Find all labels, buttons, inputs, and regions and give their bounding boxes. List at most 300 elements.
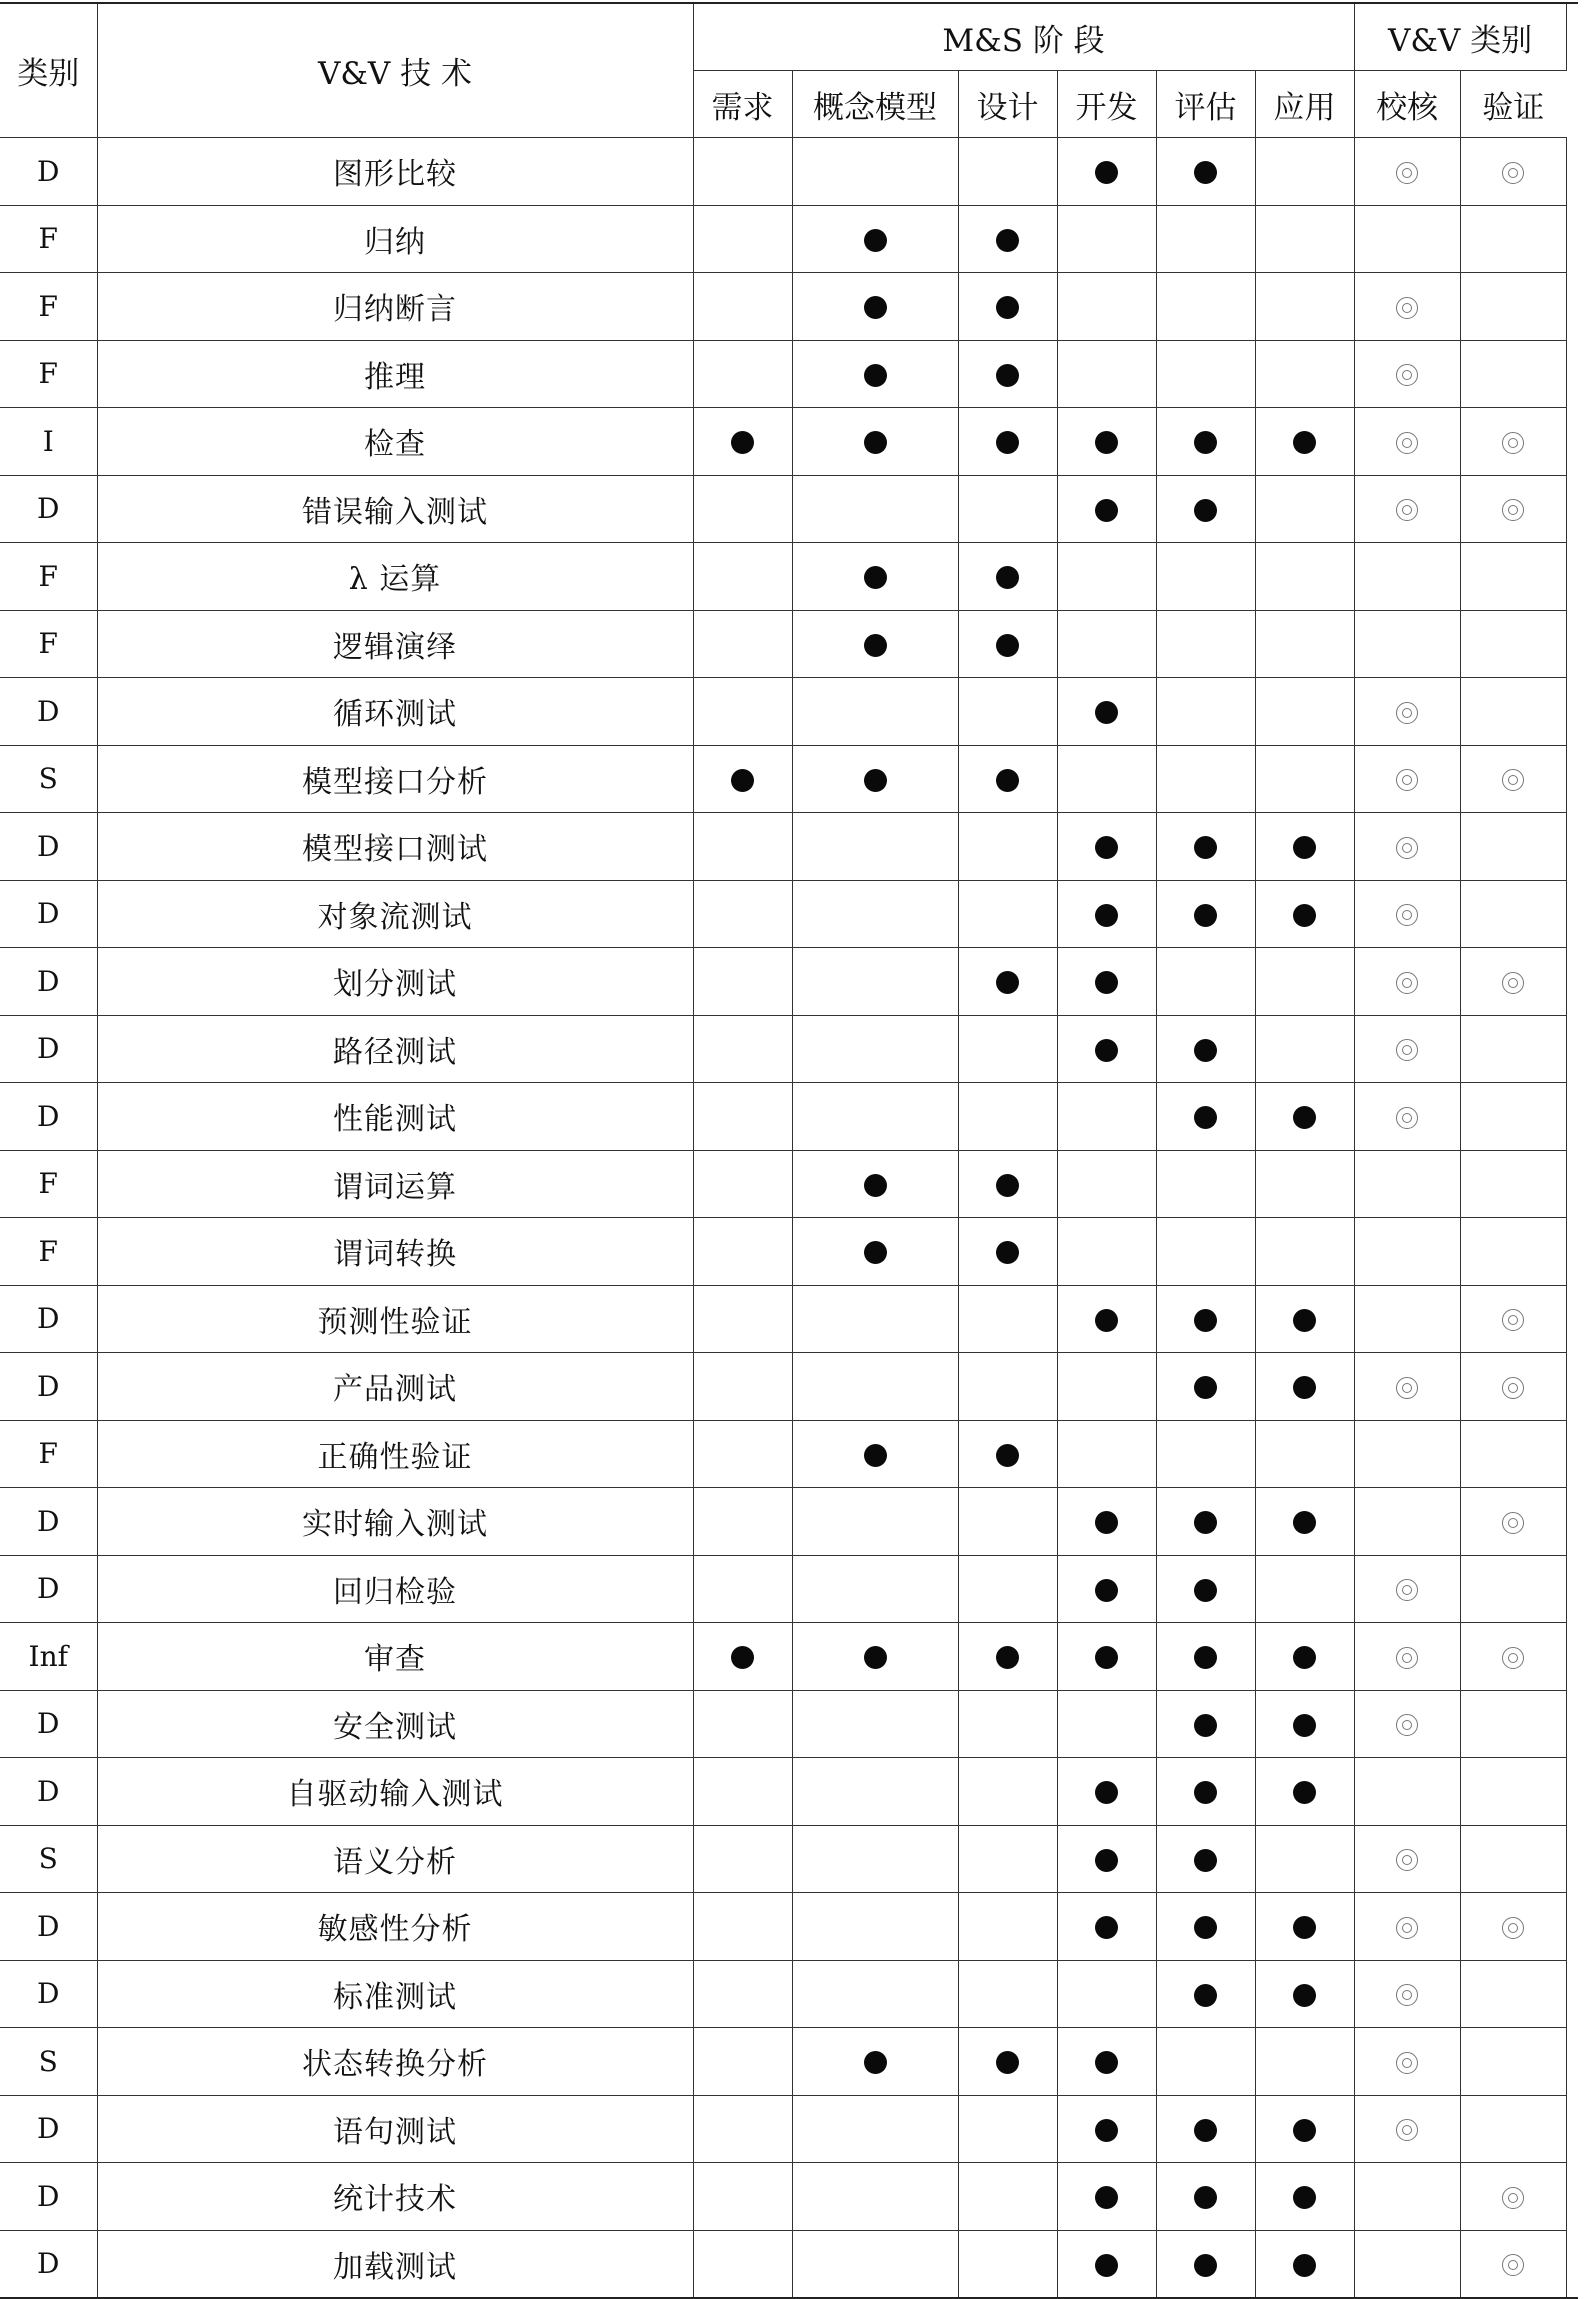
row-spacer <box>1566 1083 1578 1151</box>
phase-cell <box>792 340 958 408</box>
phase-cell <box>693 475 792 543</box>
phase-cell <box>693 273 792 341</box>
phase-cell <box>958 1285 1057 1353</box>
filled-dot-icon <box>864 1174 887 1197</box>
phase-cell <box>958 1150 1057 1218</box>
phase-cell <box>693 138 792 206</box>
table-row <box>0 1488 1578 1556</box>
double-circle-icon <box>1396 1917 1418 1939</box>
phase-cell <box>1057 273 1156 341</box>
row-spacer <box>1566 1690 1578 1758</box>
phase-cell <box>693 1150 792 1218</box>
phase-cell <box>1255 1420 1354 1488</box>
phase-cell <box>958 678 1057 746</box>
phase-cell <box>1057 1960 1156 2028</box>
phase-cell <box>1156 745 1255 813</box>
technique-cell: 正确性验证 <box>97 1420 693 1488</box>
vv-cell <box>1460 2095 1566 2163</box>
phase-cell <box>1255 2028 1354 2096</box>
filled-dot-icon <box>1293 1106 1316 1129</box>
filled-dot-icon <box>1293 1984 1316 2007</box>
phase-cell <box>693 1083 792 1151</box>
technique-cell: 实时输入测试 <box>97 1488 693 1556</box>
phase-cell <box>1156 205 1255 273</box>
phase-cell <box>1255 1015 1354 1083</box>
vv-cell <box>1354 2028 1460 2096</box>
row-spacer <box>1566 610 1578 678</box>
vv-cell <box>1460 880 1566 948</box>
filled-dot-icon <box>1194 1511 1217 1534</box>
phase-cell <box>1255 1623 1354 1691</box>
phase-cell <box>792 1488 958 1556</box>
header-vv-verification: 校核 <box>1354 71 1460 138</box>
double-circle-icon <box>1502 1309 1524 1331</box>
filled-dot-icon <box>1194 2119 1217 2142</box>
technique-cell: 自驱动输入测试 <box>97 1758 693 1826</box>
filled-dot-icon <box>1293 1781 1316 1804</box>
phase-cell <box>1255 475 1354 543</box>
phase-cell <box>958 205 1057 273</box>
phase-cell <box>1156 610 1255 678</box>
vv-cell <box>1460 138 1566 206</box>
vv-cell <box>1460 1420 1566 1488</box>
phase-cell <box>1057 2095 1156 2163</box>
table-row <box>0 1218 1578 1286</box>
phase-cell <box>1255 1893 1354 1961</box>
filled-dot-icon <box>1194 1849 1217 1872</box>
double-circle-icon <box>1396 1107 1418 1129</box>
double-circle-icon <box>1396 837 1418 859</box>
technique-cell: 逻辑演绎 <box>97 610 693 678</box>
phase-cell <box>693 1960 792 2028</box>
phase-cell <box>693 1758 792 1826</box>
technique-cell: 预测性验证 <box>97 1285 693 1353</box>
filled-dot-icon <box>1194 431 1217 454</box>
category-cell: D <box>0 880 97 948</box>
filled-dot-icon <box>996 1444 1019 1467</box>
phase-cell <box>1255 813 1354 881</box>
filled-dot-icon <box>1095 2051 1118 2074</box>
filled-dot-icon <box>864 296 887 319</box>
phase-cell <box>792 475 958 543</box>
category-cell: F <box>0 1420 97 1488</box>
vv-cell <box>1354 205 1460 273</box>
technique-cell: 统计技术 <box>97 2163 693 2231</box>
technique-cell: 归纳 <box>97 205 693 273</box>
category-cell: D <box>0 1285 97 1353</box>
phase-cell <box>1156 1893 1255 1961</box>
phase-cell <box>958 1488 1057 1556</box>
phase-cell <box>1255 1353 1354 1421</box>
phase-cell <box>792 813 958 881</box>
phase-cell <box>958 1083 1057 1151</box>
phase-cell <box>1057 745 1156 813</box>
technique-cell: 回归检验 <box>97 1555 693 1623</box>
filled-dot-icon <box>1293 1714 1316 1737</box>
phase-cell <box>693 1015 792 1083</box>
vv-cell <box>1354 1218 1460 1286</box>
phase-cell <box>1255 340 1354 408</box>
double-circle-icon <box>1396 904 1418 926</box>
category-cell: D <box>0 2095 97 2163</box>
filled-dot-icon <box>1095 1309 1118 1332</box>
double-circle-icon <box>1502 2187 1524 2209</box>
phase-cell <box>958 1420 1057 1488</box>
row-spacer <box>1566 880 1578 948</box>
row-spacer <box>1566 1825 1578 1893</box>
header-phase-application: 应用 <box>1255 71 1354 138</box>
vv-cell <box>1460 1623 1566 1691</box>
vv-cell <box>1460 1083 1566 1151</box>
technique-cell: 模型接口分析 <box>97 745 693 813</box>
category-cell: D <box>0 813 97 881</box>
phase-cell <box>792 678 958 746</box>
category-cell: D <box>0 1690 97 1758</box>
table-row <box>0 1555 1578 1623</box>
filled-dot-icon <box>1293 836 1316 859</box>
phase-cell <box>1057 2163 1156 2231</box>
filled-dot-icon <box>1194 1646 1217 1669</box>
phase-cell <box>958 475 1057 543</box>
row-spacer <box>1566 2095 1578 2163</box>
phase-cell <box>792 1555 958 1623</box>
vv-cell <box>1354 2230 1460 2298</box>
technique-cell: 推理 <box>97 340 693 408</box>
double-circle-icon <box>1396 1039 1418 1061</box>
phase-cell <box>693 1420 792 1488</box>
phase-cell <box>693 813 792 881</box>
table-row <box>0 745 1578 813</box>
phase-cell <box>1057 1150 1156 1218</box>
filled-dot-icon <box>864 1241 887 1264</box>
vv-cell <box>1354 1690 1460 1758</box>
phase-cell <box>1057 880 1156 948</box>
header-phase-requirements: 需求 <box>693 71 792 138</box>
table-row <box>0 1623 1578 1691</box>
category-cell: D <box>0 1015 97 1083</box>
phase-cell <box>792 2028 958 2096</box>
phase-cell <box>693 1893 792 1961</box>
phase-cell <box>1156 1960 1255 2028</box>
filled-dot-icon <box>1095 1579 1118 1602</box>
double-circle-icon <box>1396 1714 1418 1736</box>
phase-cell <box>1156 273 1255 341</box>
vv-cell <box>1354 1623 1460 1691</box>
table-row <box>0 2163 1578 2231</box>
technique-cell: 划分测试 <box>97 948 693 1016</box>
phase-cell <box>693 948 792 1016</box>
phase-cell <box>1057 1893 1156 1961</box>
table-row <box>0 880 1578 948</box>
phase-cell <box>693 1555 792 1623</box>
phase-cell <box>1255 745 1354 813</box>
table-row <box>0 543 1578 611</box>
filled-dot-icon <box>1194 499 1217 522</box>
phase-cell <box>958 610 1057 678</box>
filled-dot-icon <box>1095 431 1118 454</box>
phase-cell <box>693 610 792 678</box>
phase-cell <box>693 1690 792 1758</box>
phase-cell <box>958 2028 1057 2096</box>
table-row <box>0 2230 1578 2298</box>
row-spacer <box>1566 948 1578 1016</box>
row-spacer <box>1566 1150 1578 1218</box>
filled-dot-icon <box>1194 2186 1217 2209</box>
technique-cell: 模型接口测试 <box>97 813 693 881</box>
table-row <box>0 1285 1578 1353</box>
vv-cell <box>1354 1420 1460 1488</box>
category-cell: S <box>0 745 97 813</box>
vv-cell <box>1460 678 1566 746</box>
phase-cell <box>693 2028 792 2096</box>
row-spacer <box>1566 1218 1578 1286</box>
phase-cell <box>1156 2028 1255 2096</box>
phase-cell <box>1057 408 1156 476</box>
filled-dot-icon <box>1293 1646 1316 1669</box>
phase-cell <box>693 1825 792 1893</box>
phase-cell <box>792 2163 958 2231</box>
phase-cell <box>1156 1623 1255 1691</box>
double-circle-icon <box>1502 769 1524 791</box>
row-spacer <box>1566 1353 1578 1421</box>
phase-cell <box>1156 340 1255 408</box>
filled-dot-icon <box>1095 1646 1118 1669</box>
vv-cell <box>1354 340 1460 408</box>
filled-dot-icon <box>1095 2254 1118 2277</box>
vv-cell <box>1354 813 1460 881</box>
phase-cell <box>1156 1083 1255 1151</box>
phase-cell <box>1057 1690 1156 1758</box>
vv-cell <box>1460 2163 1566 2231</box>
filled-dot-icon <box>1095 2119 1118 2142</box>
filled-dot-icon <box>1194 1106 1217 1129</box>
double-circle-icon <box>1396 499 1418 521</box>
row-spacer <box>1566 1960 1578 2028</box>
vv-cell <box>1354 1488 1460 1556</box>
double-circle-icon <box>1396 769 1418 791</box>
filled-dot-icon <box>864 431 887 454</box>
filled-dot-icon <box>1095 836 1118 859</box>
phase-cell <box>1057 1015 1156 1083</box>
category-cell: S <box>0 1825 97 1893</box>
category-cell: D <box>0 948 97 1016</box>
phase-cell <box>1057 1218 1156 1286</box>
header-phase-development: 开发 <box>1057 71 1156 138</box>
row-spacer <box>1566 2230 1578 2298</box>
phase-cell <box>1156 475 1255 543</box>
phase-cell <box>693 1218 792 1286</box>
header-phase-conceptual-model: 概念模型 <box>792 71 958 138</box>
row-spacer <box>1566 138 1578 206</box>
table-row <box>0 408 1578 476</box>
vv-cell <box>1354 948 1460 1016</box>
phase-cell <box>1255 1690 1354 1758</box>
vv-cell <box>1460 1353 1566 1421</box>
filled-dot-icon <box>1293 904 1316 927</box>
double-circle-icon <box>1502 1917 1524 1939</box>
double-circle-icon <box>1502 1647 1524 1669</box>
filled-dot-icon <box>1095 701 1118 724</box>
phase-cell <box>1255 1555 1354 1623</box>
row-spacer <box>1566 1623 1578 1691</box>
phase-cell <box>693 1623 792 1691</box>
table-row <box>0 678 1578 746</box>
vv-cell <box>1460 1285 1566 1353</box>
filled-dot-icon <box>996 229 1019 252</box>
phase-cell <box>1057 543 1156 611</box>
vv-cell <box>1460 1015 1566 1083</box>
filled-dot-icon <box>996 1646 1019 1669</box>
phase-cell <box>958 1758 1057 1826</box>
category-cell: D <box>0 1758 97 1826</box>
phase-cell <box>1057 475 1156 543</box>
category-cell: I <box>0 408 97 476</box>
filled-dot-icon <box>1194 1309 1217 1332</box>
table-row <box>0 1893 1578 1961</box>
phase-cell <box>1255 1960 1354 2028</box>
double-circle-icon <box>1502 1512 1524 1534</box>
table-row <box>0 2028 1578 2096</box>
filled-dot-icon <box>996 1241 1019 1264</box>
vv-cell <box>1354 1555 1460 1623</box>
header-category: 类别 <box>0 3 97 138</box>
filled-dot-icon <box>864 229 887 252</box>
filled-dot-icon <box>996 296 1019 319</box>
category-cell: D <box>0 1893 97 1961</box>
table-header <box>0 3 1578 138</box>
technique-cell: 产品测试 <box>97 1353 693 1421</box>
vv-cell <box>1354 2095 1460 2163</box>
filled-dot-icon <box>731 431 754 454</box>
double-circle-icon <box>1396 297 1418 319</box>
filled-dot-icon <box>1194 1714 1217 1737</box>
technique-cell: 检查 <box>97 408 693 476</box>
phase-cell <box>1057 340 1156 408</box>
technique-cell: 状态转换分析 <box>97 2028 693 2096</box>
phase-cell <box>958 138 1057 206</box>
table-row <box>0 1758 1578 1826</box>
filled-dot-icon <box>1095 1916 1118 1939</box>
category-cell: D <box>0 138 97 206</box>
vv-technique-table <box>0 2 1578 2299</box>
phase-cell <box>1057 1488 1156 1556</box>
filled-dot-icon <box>1194 2254 1217 2277</box>
technique-cell: 安全测试 <box>97 1690 693 1758</box>
phase-cell <box>1057 2028 1156 2096</box>
phase-cell <box>792 1353 958 1421</box>
phase-cell <box>792 1690 958 1758</box>
filled-dot-icon <box>996 634 1019 657</box>
phase-cell <box>792 880 958 948</box>
table-body <box>0 138 1578 2299</box>
phase-cell <box>1255 948 1354 1016</box>
filled-dot-icon <box>864 1646 887 1669</box>
table-row <box>0 948 1578 1016</box>
vv-cell <box>1354 1353 1460 1421</box>
phase-cell <box>792 948 958 1016</box>
category-cell: F <box>0 543 97 611</box>
row-spacer <box>1566 1285 1578 1353</box>
vv-cell <box>1460 948 1566 1016</box>
row-spacer <box>1566 745 1578 813</box>
vv-cell <box>1354 408 1460 476</box>
filled-dot-icon <box>1293 1511 1316 1534</box>
row-spacer <box>1566 475 1578 543</box>
phase-cell <box>1255 678 1354 746</box>
phase-cell <box>1255 1285 1354 1353</box>
vv-cell <box>1354 610 1460 678</box>
phase-cell <box>792 543 958 611</box>
table-row <box>0 1083 1578 1151</box>
phase-cell <box>958 2163 1057 2231</box>
phase-cell <box>693 2163 792 2231</box>
filled-dot-icon <box>1194 161 1217 184</box>
vv-cell <box>1460 1690 1566 1758</box>
double-circle-icon <box>1396 162 1418 184</box>
filled-dot-icon <box>1095 1781 1118 1804</box>
phase-cell <box>792 138 958 206</box>
category-cell: D <box>0 1960 97 2028</box>
filled-dot-icon <box>1293 431 1316 454</box>
phase-cell <box>693 408 792 476</box>
vv-cell <box>1460 1960 1566 2028</box>
phase-cell <box>958 1015 1057 1083</box>
vv-cell <box>1460 1758 1566 1826</box>
category-cell: F <box>0 273 97 341</box>
filled-dot-icon <box>1095 499 1118 522</box>
phase-cell <box>1255 2163 1354 2231</box>
filled-dot-icon <box>1095 1511 1118 1534</box>
phase-cell <box>1156 1285 1255 1353</box>
vv-cell <box>1354 1893 1460 1961</box>
phase-cell <box>1255 1758 1354 1826</box>
phase-cell <box>693 745 792 813</box>
table-row <box>0 1150 1578 1218</box>
table-row <box>0 1825 1578 1893</box>
phase-cell <box>1156 2095 1255 2163</box>
row-spacer <box>1566 813 1578 881</box>
phase-cell <box>1255 610 1354 678</box>
phase-cell <box>958 340 1057 408</box>
phase-cell <box>693 2095 792 2163</box>
filled-dot-icon <box>1095 971 1118 994</box>
phase-cell <box>958 813 1057 881</box>
vv-cell <box>1354 880 1460 948</box>
double-circle-icon <box>1396 1647 1418 1669</box>
row-spacer <box>1566 205 1578 273</box>
phase-cell <box>693 543 792 611</box>
filled-dot-icon <box>1293 1916 1316 1939</box>
category-cell: S <box>0 2028 97 2096</box>
category-cell: D <box>0 678 97 746</box>
row-spacer <box>1566 2028 1578 2096</box>
phase-cell <box>1057 1825 1156 1893</box>
phase-cell <box>958 1893 1057 1961</box>
filled-dot-icon <box>996 769 1019 792</box>
filled-dot-icon <box>1095 1039 1118 1062</box>
table-row <box>0 273 1578 341</box>
technique-cell: 路径测试 <box>97 1015 693 1083</box>
phase-cell <box>1255 2230 1354 2298</box>
phase-cell <box>693 678 792 746</box>
header-phase-design: 设计 <box>958 71 1057 138</box>
phase-cell <box>693 1285 792 1353</box>
phase-cell <box>1156 543 1255 611</box>
technique-cell: 加载测试 <box>97 2230 693 2298</box>
category-cell: F <box>0 1150 97 1218</box>
phase-cell <box>693 1353 792 1421</box>
technique-cell: 归纳断言 <box>97 273 693 341</box>
